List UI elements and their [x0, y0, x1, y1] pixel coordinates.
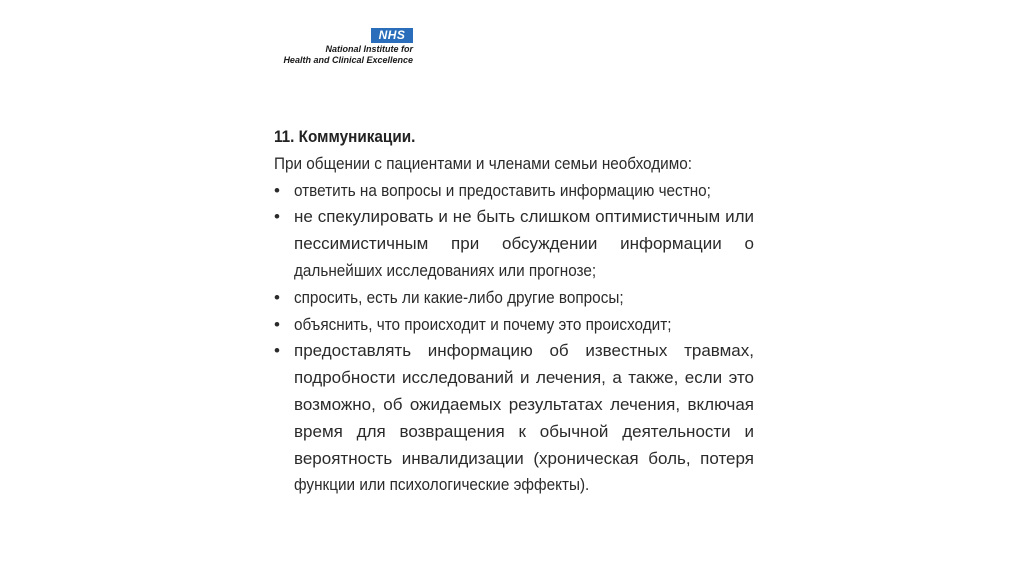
- logo-line-1: National Institute for: [325, 44, 413, 54]
- bullet-dot: •: [274, 341, 280, 361]
- logo-line-2: Health and Clinical Excellence: [283, 55, 413, 65]
- list-item-line: ответить на вопросы и предоставить информацию честно;: [294, 180, 711, 200]
- list-item-line: подробности исследований и лечения, а также, если это: [294, 368, 754, 388]
- bullet-list: [274, 178, 754, 500]
- list-item-line: функции или психологические эффекты).: [294, 475, 590, 495]
- list-item-line: не спекулировать и не быть слишком оптимистичным или: [294, 207, 754, 227]
- bullet-dot: •: [274, 287, 280, 307]
- list-item: [274, 338, 754, 499]
- list-item: [274, 285, 754, 312]
- list-item-line: пессимистичным при обсуждении информации о: [294, 234, 754, 254]
- list-item: [274, 204, 754, 284]
- list-item-line: время для возвращения к обычной деятельности и: [294, 421, 754, 441]
- list-item-line: спросить, есть ли какие-либо другие вопросы;: [294, 287, 624, 307]
- list-item-line: вероятность инвалидизации (хроническая боль, потеря: [294, 448, 754, 468]
- bullet-dot: •: [274, 207, 280, 227]
- list-item: [274, 312, 754, 339]
- list-item-line: объяснить, что происходит и почему это происходит;: [294, 314, 672, 334]
- nice-logo: [268, 28, 418, 68]
- intro-text: При общении с пациентами и членами семьи необходимо:: [274, 153, 692, 173]
- list-item-line: дальнейших исследованиях или прогнозе;: [294, 260, 597, 280]
- section-heading: 11. Коммуникации.: [274, 127, 416, 146]
- slide-content: [274, 124, 754, 499]
- list-item-line: возможно, об ожидаемых результатах лечения, включая: [294, 394, 754, 414]
- bullet-dot: •: [274, 314, 280, 334]
- list-item-line: предоставлять информацию об известных травмах,: [294, 341, 754, 361]
- nhs-badge: NHS: [371, 28, 413, 43]
- bullet-dot: •: [274, 180, 280, 200]
- list-item: [274, 178, 754, 205]
